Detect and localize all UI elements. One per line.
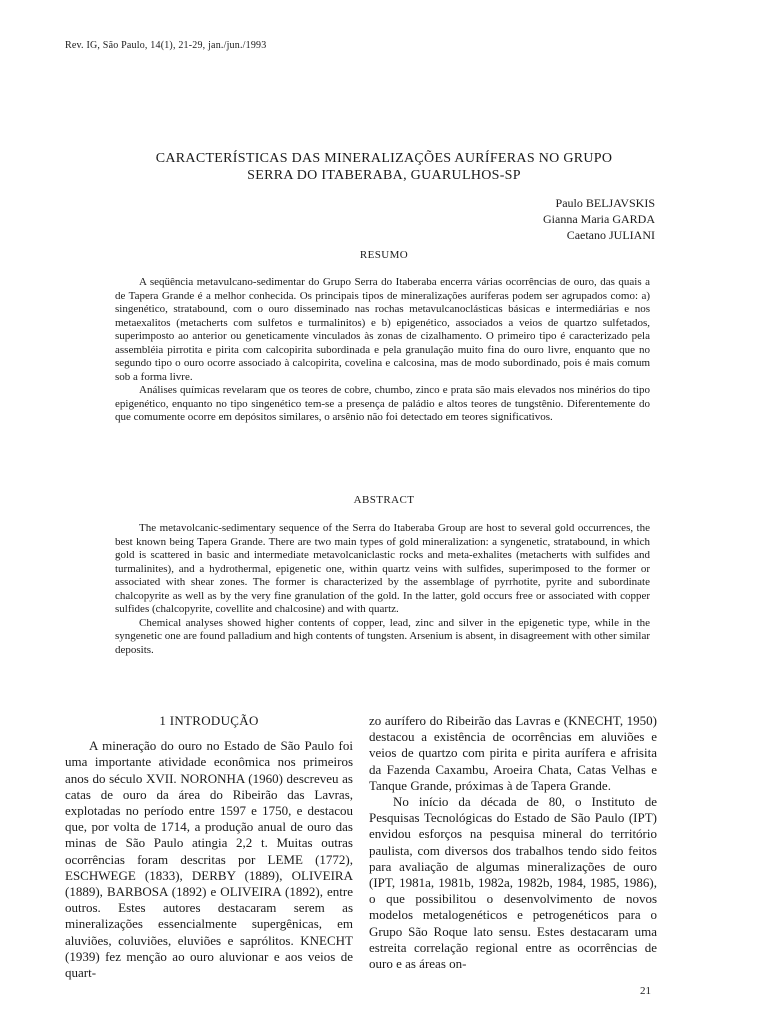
journal-citation: Rev. IG, São Paulo, 14(1), 21-29, jan./jun./1993 bbox=[65, 40, 267, 51]
title-line-1: CARACTERÍSTICAS DAS MINERALIZAÇÕES AURÍFERAS NO GRUPO bbox=[155, 151, 613, 166]
intro-paragraph-2: No início da década de 80, o Instituto de Pesquisas Tecnológicas do Estado de São Paulo (IPT) envidou esforços na pesquisa mineral do território paulista, com diversos dos trabalhos tendo sido feitos para avaliação de algumas mineralizações de ouro (IPT, 1981a, 1981b, 1982a, 1982b, 1984, 1985, 1986), o que possibilitou o desenvolvimento de novos modelos metalogenéticos e petrogenéticos para o Grupo São Roque lato sensu. Estes destacaram uma estreita correlação regional entre as ocorrências de ouro e as áreas on- bbox=[369, 794, 657, 972]
author-3: Caetano JULIANI bbox=[566, 228, 655, 242]
right-column bbox=[369, 713, 657, 972]
abstract-heading: ABSTRACT bbox=[353, 494, 415, 506]
resumo-heading: RESUMO bbox=[359, 249, 409, 261]
left-column bbox=[65, 713, 353, 981]
intro-continuation: zo aurífero do Ribeirão das Lavras e (KNECHT, 1950) destacou a existência de ocorrências em aluviões e veios de quartzo com pirita e pirita aurífera e afrisita da Fazenda Caxambu, Aroeira Chata, Catas Velhas e Tanque Grande, próximas à de Tapera Grande. bbox=[369, 713, 657, 793]
intro-heading: 1 INTRODUÇÃO bbox=[159, 713, 259, 728]
abstract-paragraph-2: Chemical analyses showed higher contents of copper, lead, zinc and silver in the epigenetic type, while in the syngenetic one are found palladium and high contents of tungsten. Arsenium is absent, in disagreement with other similar deposits. bbox=[115, 616, 650, 656]
abstract-paragraph-1: The metavolcanic-sedimentary sequence of the Serra do Itaberaba Group are host to several gold occurrences, the best known being Tapera Grande. There are two main types of gold mineralization: a syngenetic, stratabound, in which gold is scattered in basic and intermediate metavolcaniclastic rocks and meta-exhalites (metacherts with sulfides and turmalinites), and a hydrothermal, epigenetic one, within quartz veins with sulfides, superimposed to the former or associated with shear zones. The former is characterized by the assemblage of pyrrhotite, pyrite and subordinate chalcopyrite as well as by the very fine granulation of the gold. In the latter, gold occurs free or associated with copper sulfides (chalcopyrite, covellite and chalcosine) and with quartz. bbox=[115, 522, 650, 615]
page-number: 21 bbox=[640, 985, 651, 997]
resumo-paragraph-2: Análises químicas revelaram que os teores de cobre, chumbo, zinco e prata são mais elevados nos minérios do tipo epigenético, enquanto no tipo singenético tem-se a presença de paládio e altos teores de tungstênio. Diferentemente do que comumente ocorre em depósitos similares, o arsênio não foi detectado em teores significativos. bbox=[115, 384, 650, 423]
intro-paragraph-1: A mineração do ouro no Estado de São Paulo foi uma importante atividade econômica nos primeiros anos do século XVII. NORONHA (1960) descreveu as catas de ouro da área do Ribeirão das Lavras, explotadas no período entre 1597 e 1750, e destacou que, por volta de 1714, a produção anual de ouro das minas de São Paulo atingia 2,2 t. Muitas outras ocorrências foram descritas por LEME (1772), ESCHWEGE (1833), DERBY (1889), OLIVEIRA (1889), BARBOSA (1892) e OLIVEIRA (1892), entre outros. Estes autores destacaram serem as mineralizações essencialmente supergênicas, em aluviões, coluviões, eluviões e saprólitos. KNECHT (1939) fez menção ao ouro aluvionar e aos veios de quart- bbox=[65, 738, 353, 981]
author-2: Gianna Maria GARDA bbox=[543, 212, 655, 226]
title-line-2: SERRA DO ITABERABA, GUARULHOS-SP bbox=[247, 168, 521, 183]
author-list bbox=[543, 195, 655, 243]
resumo-body bbox=[115, 276, 650, 425]
author-1: Paulo BELJAVSKIS bbox=[555, 196, 655, 210]
resumo-paragraph-1: A seqüência metavulcano-sedimentar do Grupo Serra do Itaberaba encerra várias ocorrências de ouro, das quais a de Tapera Grande é a melhor conhecida. Os principais tipos de mineralizações auríferas podem ser agrupados como: a) singenético, stratabound, com o ouro disseminado nas rochas metavulcanoclásticas básicas e intermediárias e nos metaexalitos (metacherts com sulfetos e turmalinitos) e b) epigenético, associados a veios de quartzo sulfetados, superimposto ao anterior ou geneticamente vinculados às zonas de cizalhamento. O primeiro tipo é caracterizado pela assembléia pirrotita e pirita com calcopirita subordinada e pela granulação muito fina do ouro livre, enquanto que no segundo tipo o ouro ocorre associado à calcopirita, covelina e calcosina, mas de modo subordinado, pois é mais comum sob a forma livre. bbox=[115, 276, 650, 383]
paper-title bbox=[60, 150, 708, 184]
abstract-body bbox=[115, 522, 650, 657]
